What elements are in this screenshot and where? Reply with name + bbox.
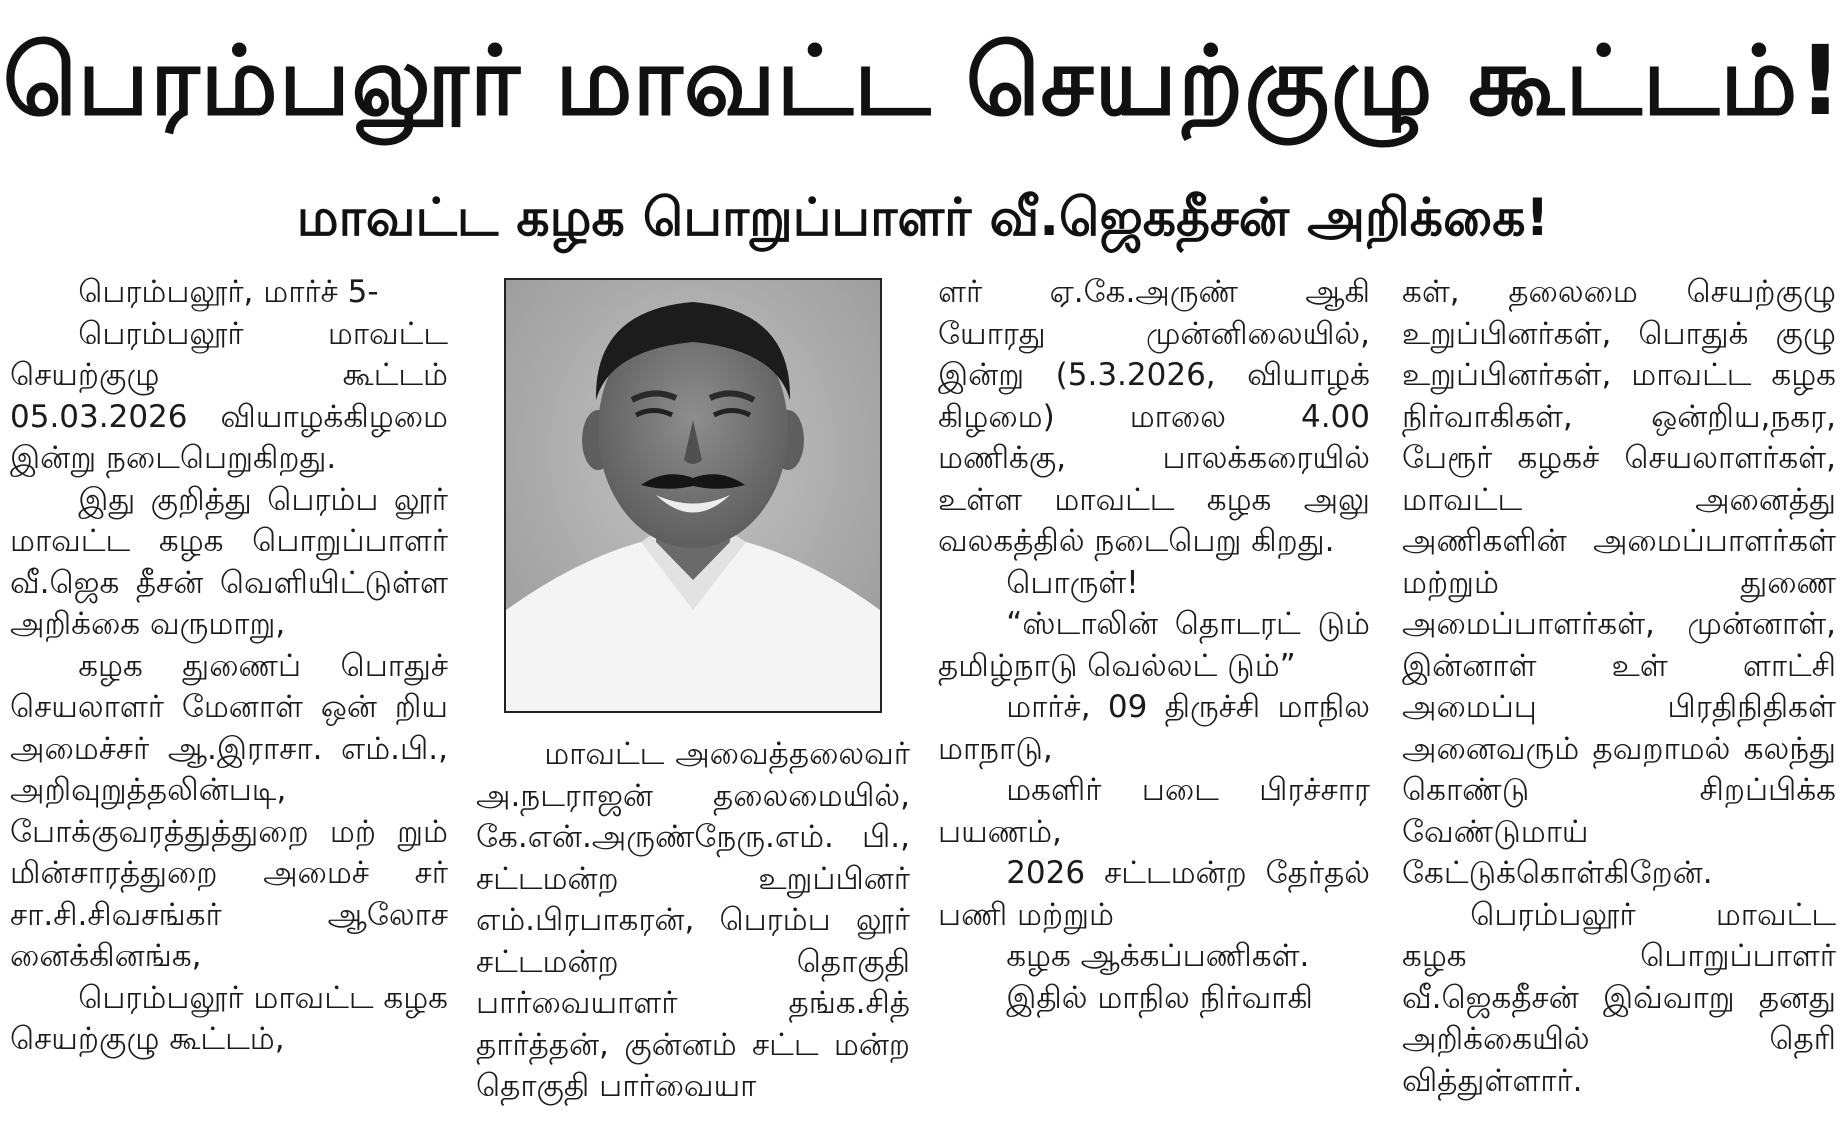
paragraph: 2026 சட்டமன்ற தேர்தல் பணி மற்றும் [938,855,1370,933]
article-column-1 [10,272,448,1061]
paragraph: பெரம்பலூர் மாவட்ட கழக பொறுப்பாளர் வீ.ஜெகதீசன் இவ்வாறு தனது அறிக்கையில் தெரி வித்துள்ளார். [1402,896,1836,1099]
article-column-2 [476,734,910,1108]
dateline: பெரம்பலூர், மார்ச் 5- [78,274,379,310]
paragraph: பெரம்பலூர் மாவட்ட கழக செயற்குழு கூட்டம், [10,979,449,1057]
paragraph: இதில் மாநில நிர்வாகி [1006,979,1313,1016]
subheadline: மாவட்ட கழக பொறுப்பாளர் வீ.ஜெகதீசன் அறிக்கை! [296,188,1550,248]
paragraph: கழக ஆக்கப்பணிகள். [1006,938,1310,974]
portrait-photo-icon [506,280,880,711]
paragraph: கழக துணைப் பொதுச் செயலாளர் மேனாள் ஒன் றிய அமைச்சர் ஆ.இராசா. எம்.பி., அறிவுறுத்தலின்படி, போக்குவரத்துத்துறை மற் றும் மின்சாரத்துறை அமைச் சர் சா.சி.சிவசங்கர் ஆலோச னைக்கினங்க, [10,647,448,974]
paragraph: “ஸ்டாலின் தொடரட் டும் தமிழ்நாடு வெல்லட் டும்” [938,606,1370,684]
paragraph: கள், தலைமை செயற்குழு உறுப்பினர்கள், பொதுக் குழு உறுப்பினர்கள், மாவட்ட கழக நிர்வாகிகள், ஒன்றிய,நகர, பேரூர் கழகச் செயலாளர்கள், மாவட்ட அனைத்து அணிகளின் அமைப்பாளர்கள் மற்றும் துணை அமைப்பாளர்கள், முன்னாள், இன்னாள் உள் ளாட்சி அமைப்பு பிரதிநிதிகள் அனைவரும் தவறாமல் கலந்து கொண்டு சிறப்பிக்க வேண்டுமாய் கேட்டுக்கொள்கிறேன். [1402,274,1836,891]
article-column-3 [938,272,1370,1019]
paragraph: ளர் ஏ.கே.அருண் ஆகி யோரது முன்னிலையில், இன்று (5.3.2026, வியாழக் கிழமை) மாலை 4.00 மணிக்கு, பாலக்கரையில் உள்ள மாவட்ட கழக அலு வலகத்தில் நடைபெறு கிறது. [938,274,1370,559]
paragraph: மார்ச், 09 திருச்சி மாநில மாநாடு, [938,689,1370,767]
paragraph: மகளிர் படை பிரச்சார பயணம், [938,772,1370,850]
article-column-4 [1402,272,1836,1102]
headline: பெரம்பலூர் மாவட்ட செயற்குழு கூட்டம்! [2,25,1844,137]
paragraph: இது குறித்து பெரம்ப லூர் மாவட்ட கழக பொறுப்பாளர் வீ.ஜெக தீசன் வெளியிட்டுள்ள அறிக்கை வருமாறு, [10,481,448,642]
paragraph: மாவட்ட அவைத்தலைவர் அ.நடராஜன் தலைமையில், கே.என்.அருண்நேரு.எம். பி., சட்டமன்ற உறுப்பினர் எம்.பிரபாகரன், பெரம்ப லூர் சட்டமன்ற தொகுதி பார்வையாளர் தங்க.சித் தார்த்தன், குன்னம் சட்ட மன்ற தொகுதி பார்வையா [476,736,910,1104]
paragraph: பொருள்! [1006,564,1139,601]
paragraph: பெரம்பலூர் மாவட்ட செயற்குழு கூட்டம் 05.03.2026 வியாழக்கிழமை இன்று நடைபெறுகிறது. [10,315,448,476]
portrait-photo [504,278,882,713]
